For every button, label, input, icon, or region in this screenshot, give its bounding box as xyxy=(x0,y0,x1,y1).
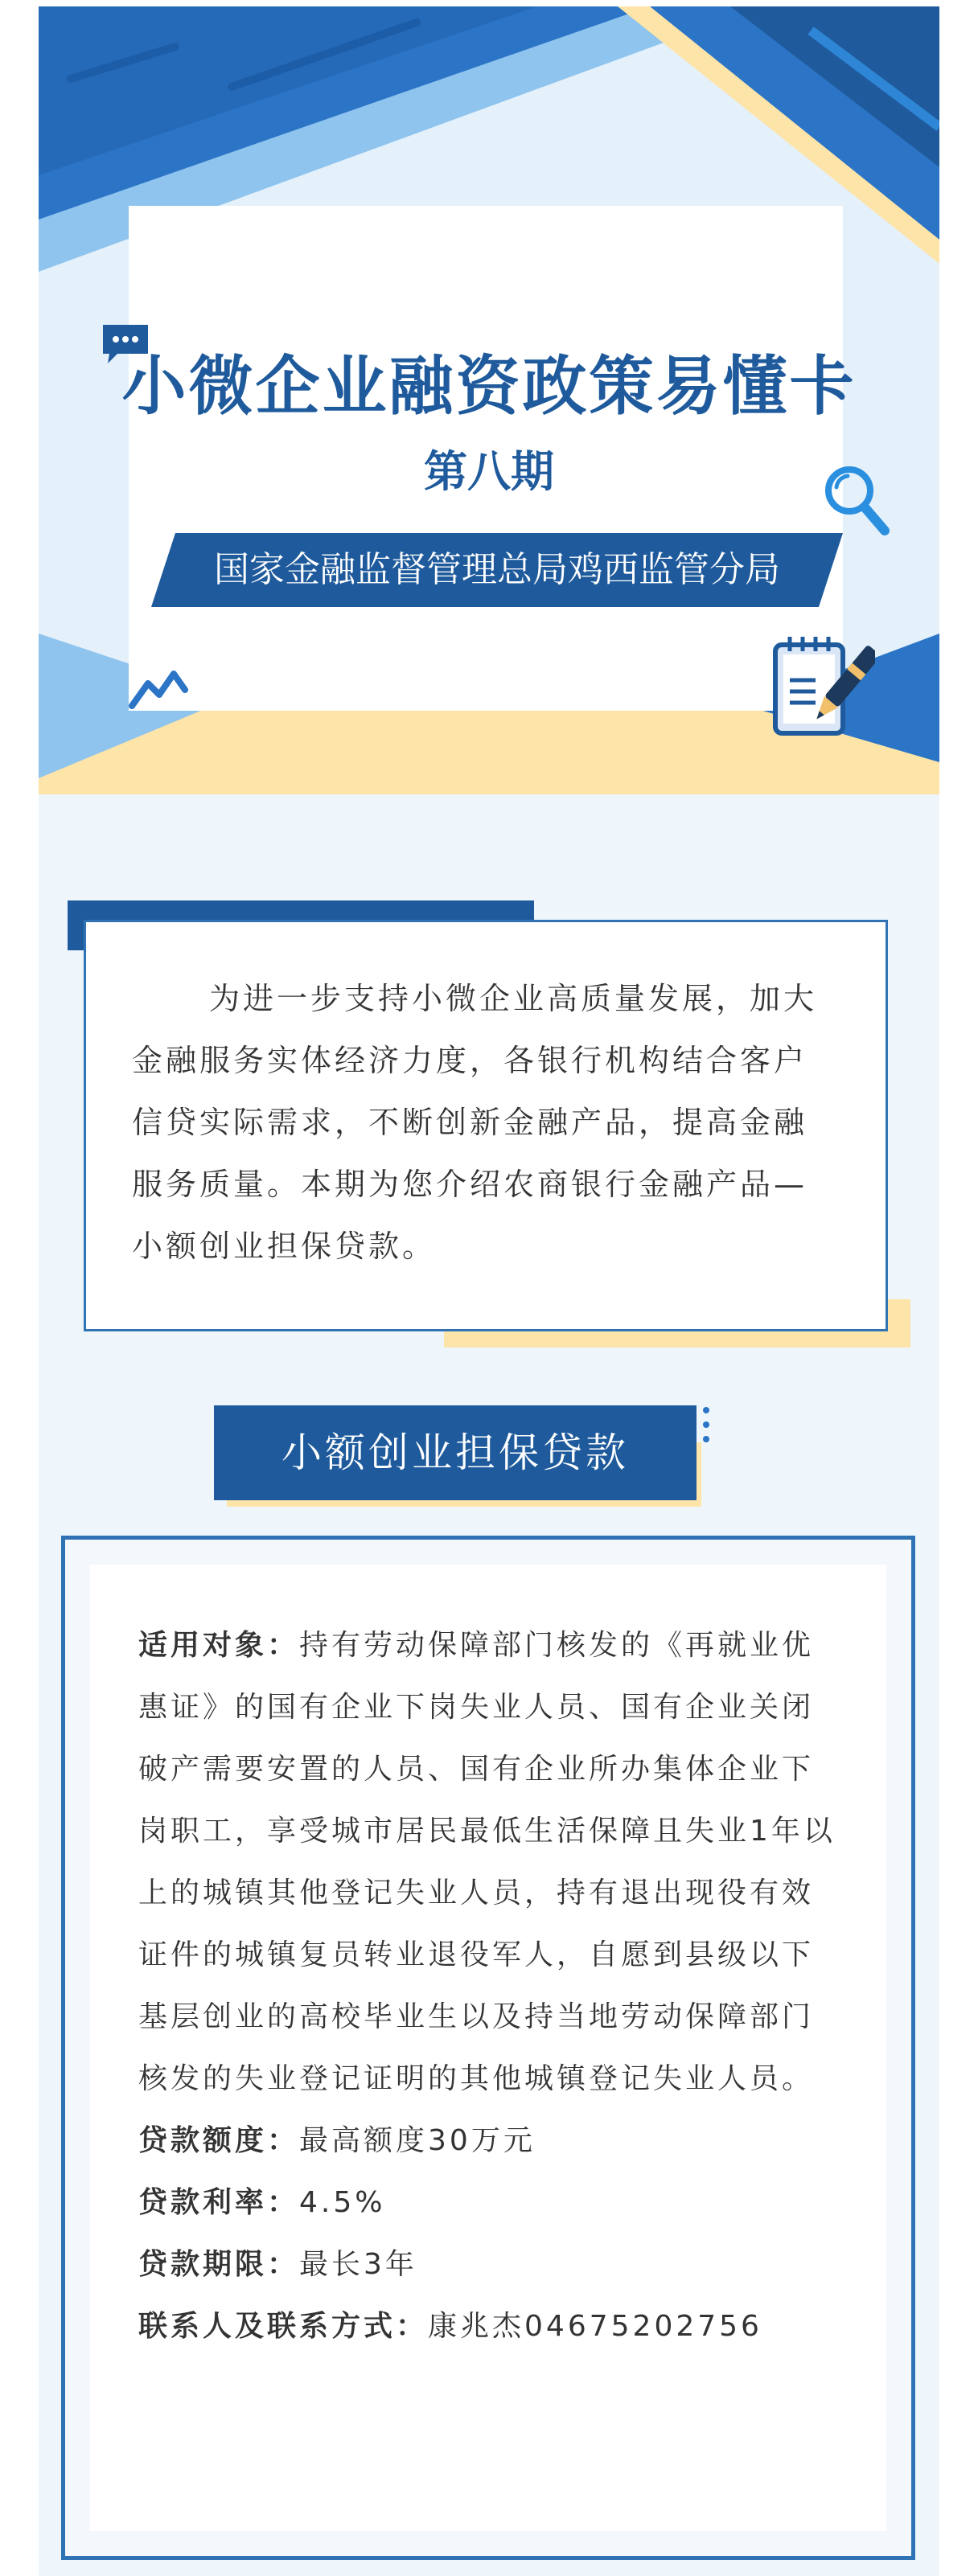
amount-value: 最高额度30万元 xyxy=(299,2124,536,2157)
section-title: 小额创业担保贷款 xyxy=(214,1405,697,1500)
term-value: 最长3年 xyxy=(299,2248,417,2281)
term-label: 贷款期限： xyxy=(138,2248,300,2281)
rate-value: 4.5% xyxy=(299,2186,386,2219)
target-value: 持有劳动保障部门核发的《再就业优惠证》的国有企业下岗失业人员、国有企业关闭破产需要安置的人员、国有企业所办集体企业下岗职工，享受城市居民最低生活保障且失业1年以上的城镇其他登记失业人员，持有退出现役有效证件的城镇复员转业退役军人，自愿到县级以下基层创业的高校毕业生以及持当地劳动保障部门核发的失业登记证明的其他城镇登记失业人员。 xyxy=(138,1629,836,2095)
issue-number: 第八期 xyxy=(424,446,554,497)
page-title: 小微企业融资政策易懂卡 xyxy=(121,349,857,424)
contact-value: 康兆杰04675202756 xyxy=(428,2310,762,2343)
amount-label: 贷款额度： xyxy=(138,2124,300,2157)
contact-row xyxy=(138,2295,838,2357)
rate-row xyxy=(138,2172,838,2233)
amount-row xyxy=(138,2110,838,2172)
issuer-name: 国家金融监督管理总局鸡西监管分局 xyxy=(214,549,780,590)
search-icon xyxy=(820,461,891,539)
target-row xyxy=(138,1614,838,2110)
contact-label: 联系人及联系方式： xyxy=(138,2310,429,2343)
poster xyxy=(39,6,939,2576)
target-label: 适用对象： xyxy=(138,1629,300,1662)
product-details xyxy=(138,1614,838,2357)
zigzag-chart-icon xyxy=(129,666,190,711)
rate-label: 贷款利率： xyxy=(138,2186,300,2219)
notepad-pen-icon xyxy=(770,630,875,743)
header-banner xyxy=(39,6,939,794)
intro-text: 为进一步支持小微企业高质量发展，加大金融服务实体经济力度，各银行机构结合客户信贷实际需求，不断创新金融产品，提高金融服务质量。本期为您介绍农商银行金融产品—小额创业担保贷款。 xyxy=(132,981,818,1264)
term-row xyxy=(138,2233,838,2295)
